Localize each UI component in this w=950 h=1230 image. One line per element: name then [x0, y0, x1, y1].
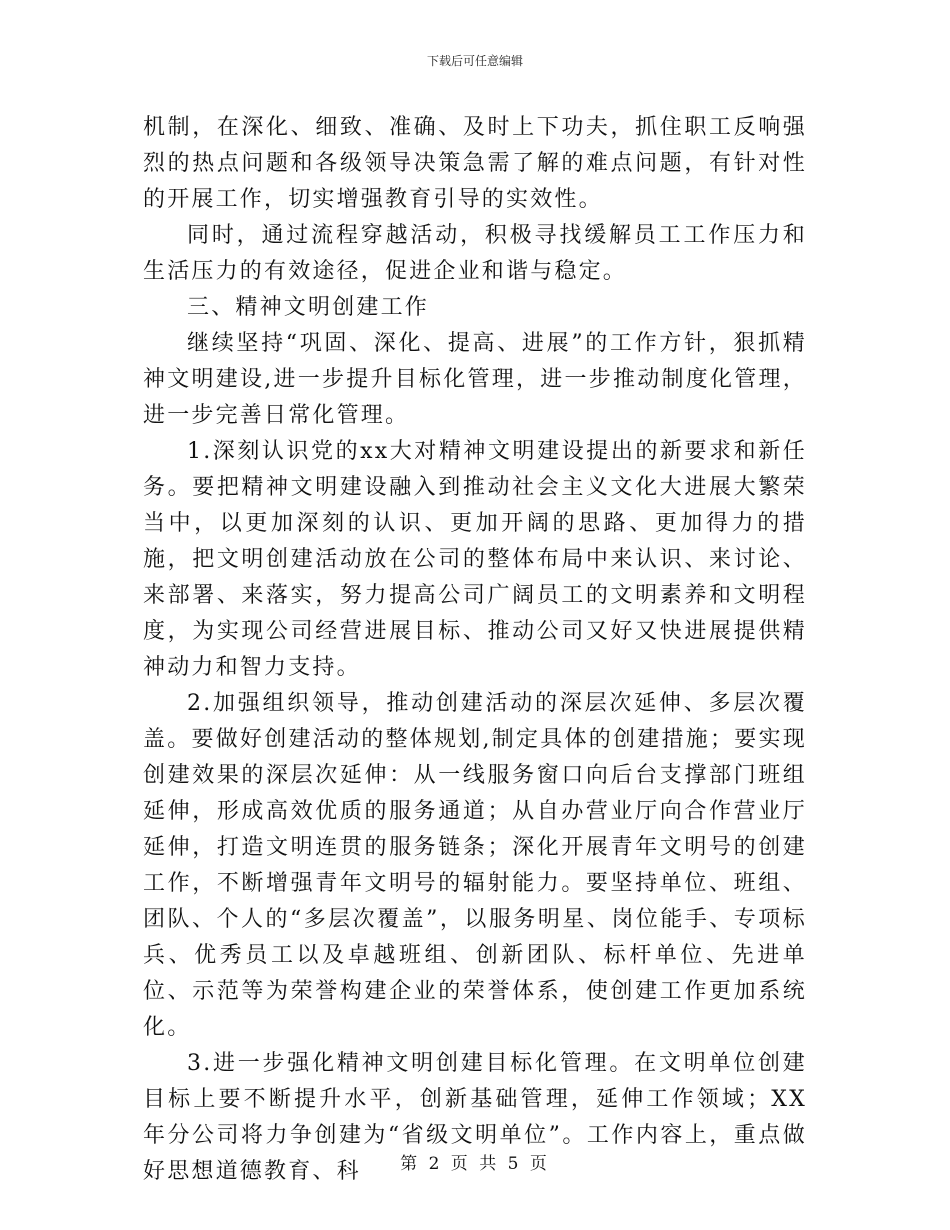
document-body: [143, 110, 807, 1190]
section-heading-3: 三、精神文明创建工作: [187, 295, 430, 320]
paragraph-5: 1.深刻认识党的xx大对精神文明建设提出的新要求和新任务。要把精神文明建设融入到推动社会主义文化大进展大繁荣当中，以更加深刻的认识、更加开阔的思路、更加得力的措施，把文明创建活动放在公司的整体布局中来认识、来讨论、来部署、来落实，努力提高公司广阔员工的文明素养和文明程度，为实现公司经营进展目标、推动公司又好又快进展提供精神动力和智力支持。: [143, 439, 807, 680]
paragraph-1: 机制，在深化、细致、准确、及时上下功夫，抓住职工反响强烈的热点问题和各级领导决策急需了解的难点问题，有针对性的开展工作，切实增强教育引导的实效性。: [143, 115, 807, 212]
paragraph-6: 2.加强组织领导，推动创建活动的深层次延伸、多层次覆盖。要做好创建活动的整体规划,制定具体的创建措施；要实现创建效果的深层次延伸：从一线服务窗口向后台支撑部门班组延伸，形成高效优质的服务通道；从自办营业厅向合作营业厅延伸，打造文明连贯的服务链条；深化开展青年文明号的创建工作，不断增强青年文明号的辐射能力。要坚持单位、班组、团队、个人的“多层次覆盖”，以服务明星、岗位能手、专项标兵、优秀员工以及卓越班组、创新团队、标杆单位、先进单位、示范等为荣誉构建企业的荣誉体系，使创建工作更加系统化。: [143, 691, 807, 1040]
page-number-footer: 第 2 页 共 5 页: [400, 1154, 550, 1174]
paragraph-4: 继续坚持“巩固、深化、提高、进展”的工作方针，狠抓精神文明建设,进一步提升目标化管理，进一步推动制度化管理，进一步完善日常化管理。: [143, 331, 807, 428]
paragraph-2: 同时，通过流程穿越活动，积极寻找缓解员工工作压力和生活压力的有效途径，促进企业和谐与稳定。: [143, 223, 807, 284]
paragraph-7: 3.进一步强化精神文明创建目标化管理。在文明单位创建目标上要不断提升水平，创新基础管理，延伸工作领域；XX年分公司将力争创建为“省级文明单位”。工作内容上，重点做好思想道德教育、科: [143, 1051, 807, 1184]
page-header-note: 下载后可任意编辑: [426, 54, 523, 68]
